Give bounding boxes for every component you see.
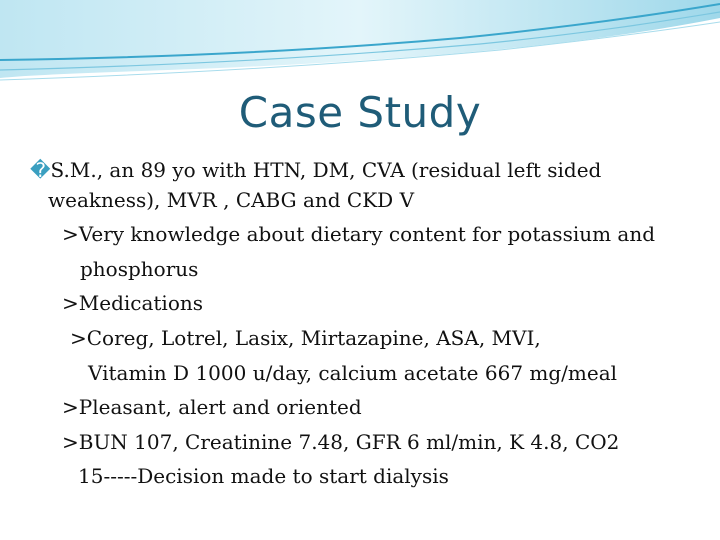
body-line-7: Vitamin D 1000 u/day, calcium acetate 667 mg/meal	[88, 361, 618, 385]
body-line-5: >Medications	[62, 291, 204, 315]
bullet-icon: �	[30, 158, 51, 182]
body-line-1-text: S.M., an 89 yo with HTN, DM, CVA (residual left sided	[50, 158, 602, 182]
body-line-1	[30, 158, 601, 182]
slide-title: Case Study	[238, 88, 482, 137]
body-line-4: phosphorus	[80, 257, 199, 281]
body-line-10: 15-----Decision made to start dialysis	[78, 464, 449, 488]
body-line-6: >Coreg, Lotrel, Lasix, Mirtazapine, ASA, MVI,	[70, 326, 541, 350]
body-line-8: >Pleasant, alert and oriented	[62, 395, 362, 419]
body-line-3: >Very knowledge about dietary content for potassium and	[62, 222, 656, 246]
body-line-9: >BUN 107, Creatinine 7.48, GFR 6 ml/min, K 4.8, CO2	[62, 430, 620, 454]
body-line-2: weakness), MVR , CABG and CKD V	[48, 188, 415, 212]
